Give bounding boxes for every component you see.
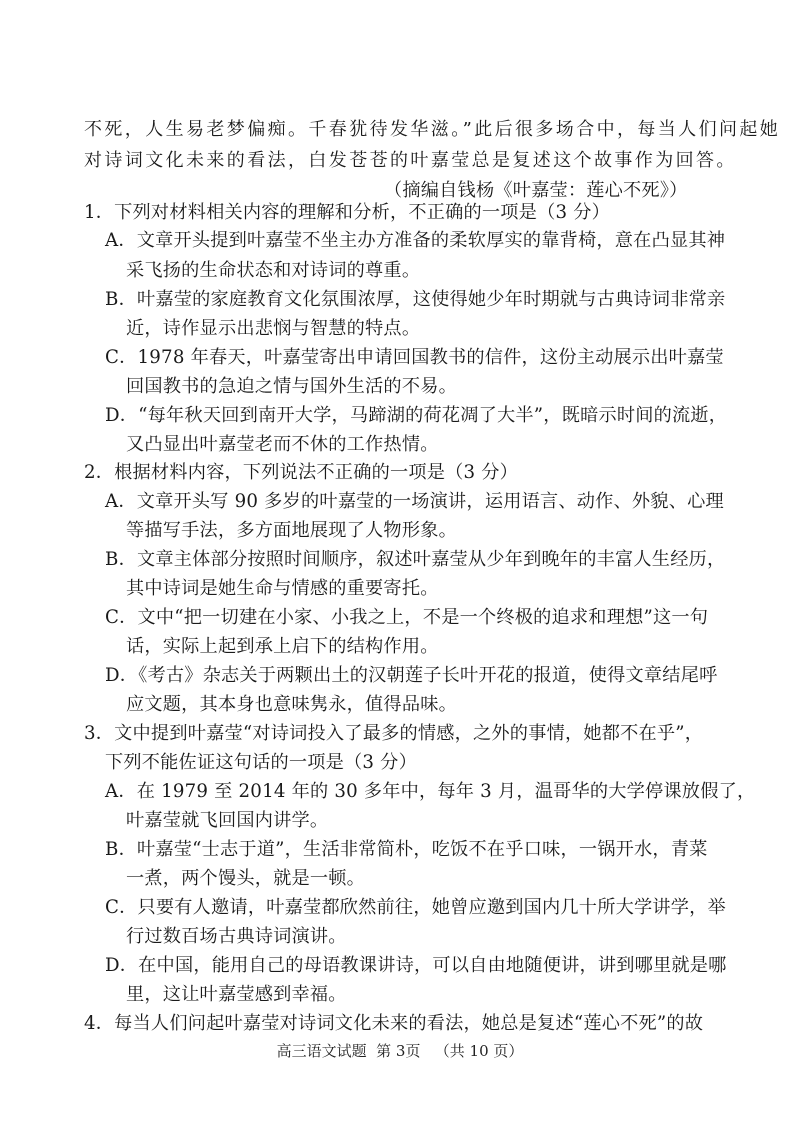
question-1-stem: 1．下列对材料相关内容的理解和分析，不正确的一项是（3 分）: [84, 202, 610, 223]
question-3-option-a: A．在 1979 至 2014 年的 30 多年中，每年 3 月，温哥华的大学停课放假了，: [105, 781, 756, 802]
question-2-option-a: A．文章开头写 90 多岁的叶嘉莹的一场演讲，运用语言、动作、外貌、心理: [105, 491, 724, 512]
question-3-stem: 3．文中提到叶嘉莹“对诗词投入了最多的情感，之外的事情，她都不在乎”，: [84, 723, 704, 744]
question-1-option-a-cont: 采飞扬的生命状态和对诗词的尊重。: [126, 260, 421, 281]
question-3-option-d-cont: 里，这让叶嘉莹感到幸福。: [126, 984, 347, 1005]
question-2-option-c: C．文中“把一切建在小家、小我之上，不是一个终极的追求和理想”这一句: [105, 607, 709, 628]
question-2-option-c-cont: 话，实际上起到承上启下的结构作用。: [126, 636, 439, 657]
question-4-stem: 4．每当人们问起叶嘉莹对诗词文化未来的看法，她总是复述“莲心不死”的故: [84, 1013, 704, 1034]
question-2-option-b: B．文章主体部分按照时间顺序，叙述叶嘉莹从少年到晚年的丰富人生经历，: [105, 549, 726, 570]
question-3-option-a-cont: 叶嘉莹就飞回国内讲学。: [126, 810, 329, 831]
question-1-option-d-cont: 又凸显出叶嘉莹老而不休的工作热情。: [126, 434, 439, 455]
question-3-option-d: D．在中国，能用自己的母语教课讲诗，可以自由地随便讲，讲到哪里就是哪: [105, 955, 727, 976]
question-2-option-b-cont: 其中诗词是她生命与情感的重要寄托。: [126, 578, 439, 599]
question-1-option-c: C．1978 年春天，叶嘉莹寄出申请回国教书的信件，这份主动展示出叶嘉莹: [105, 347, 724, 368]
question-1-option-a: A．文章开头提到叶嘉莹不坐主办方准备的柔软厚实的靠背椅，意在凸显其神: [105, 230, 726, 251]
passage-line: 对诗词文化未来的看法，白发苍苍的叶嘉莹总是复述这个故事作为回答。: [84, 150, 737, 171]
question-1-option-c-cont: 回国教书的急迫之情与国外生活的不易。: [126, 376, 457, 397]
question-2-option-a-cont: 等描写手法，多方面地展现了人物形象。: [126, 520, 457, 541]
question-3-option-c-cont: 行过数百场古典诗词演讲。: [126, 926, 347, 947]
question-1-option-b: B．叶嘉莹的家庭教育文化氛围浓厚，这使得她少年时期就与古典诗词非常亲: [105, 289, 726, 310]
question-3-option-c: C．只要有人邀请，叶嘉莹都欣然前往，她曾应邀到国内几十所大学讲学，举: [105, 897, 726, 918]
passage-line: 不死，人生易老梦偏痴。千春犹待发华滋。”此后很多场合中，每当人们问起她: [84, 119, 781, 140]
question-2-option-d-cont: 应文题，其本身也意味隽永，值得品味。: [126, 694, 457, 715]
page-footer: 高三语文试题 第 3页 （共 10 页）: [276, 1042, 524, 1060]
question-3-option-b: B．叶嘉莹“士志于道”，生活非常简朴，吃饭不在乎口味，一锅开水，青菜: [105, 839, 708, 860]
passage-source: （摘编自钱杨《叶嘉莹：莲心不死》）: [384, 180, 688, 201]
question-3-stem-cont: 下列不能佐证这句话的一项是（3 分）: [105, 752, 417, 773]
question-3-option-b-cont: 一煮，两个馒头，就是一顿。: [126, 868, 366, 889]
question-1-option-d: D．“每年秋天回到南开大学，马蹄湖的荷花凋了大半”，既暗示时间的流逝，: [105, 405, 728, 426]
question-2-option-d: D．《考古》杂志关于两颗出土的汉朝莲子长叶开花的报道，使得文章结尾呼: [105, 665, 718, 686]
question-1-option-b-cont: 近，诗作显示出悲悯与智慧的特点。: [126, 318, 421, 339]
question-2-stem: 2．根据材料内容，下列说法不正确的一项是（3 分）: [84, 462, 519, 483]
